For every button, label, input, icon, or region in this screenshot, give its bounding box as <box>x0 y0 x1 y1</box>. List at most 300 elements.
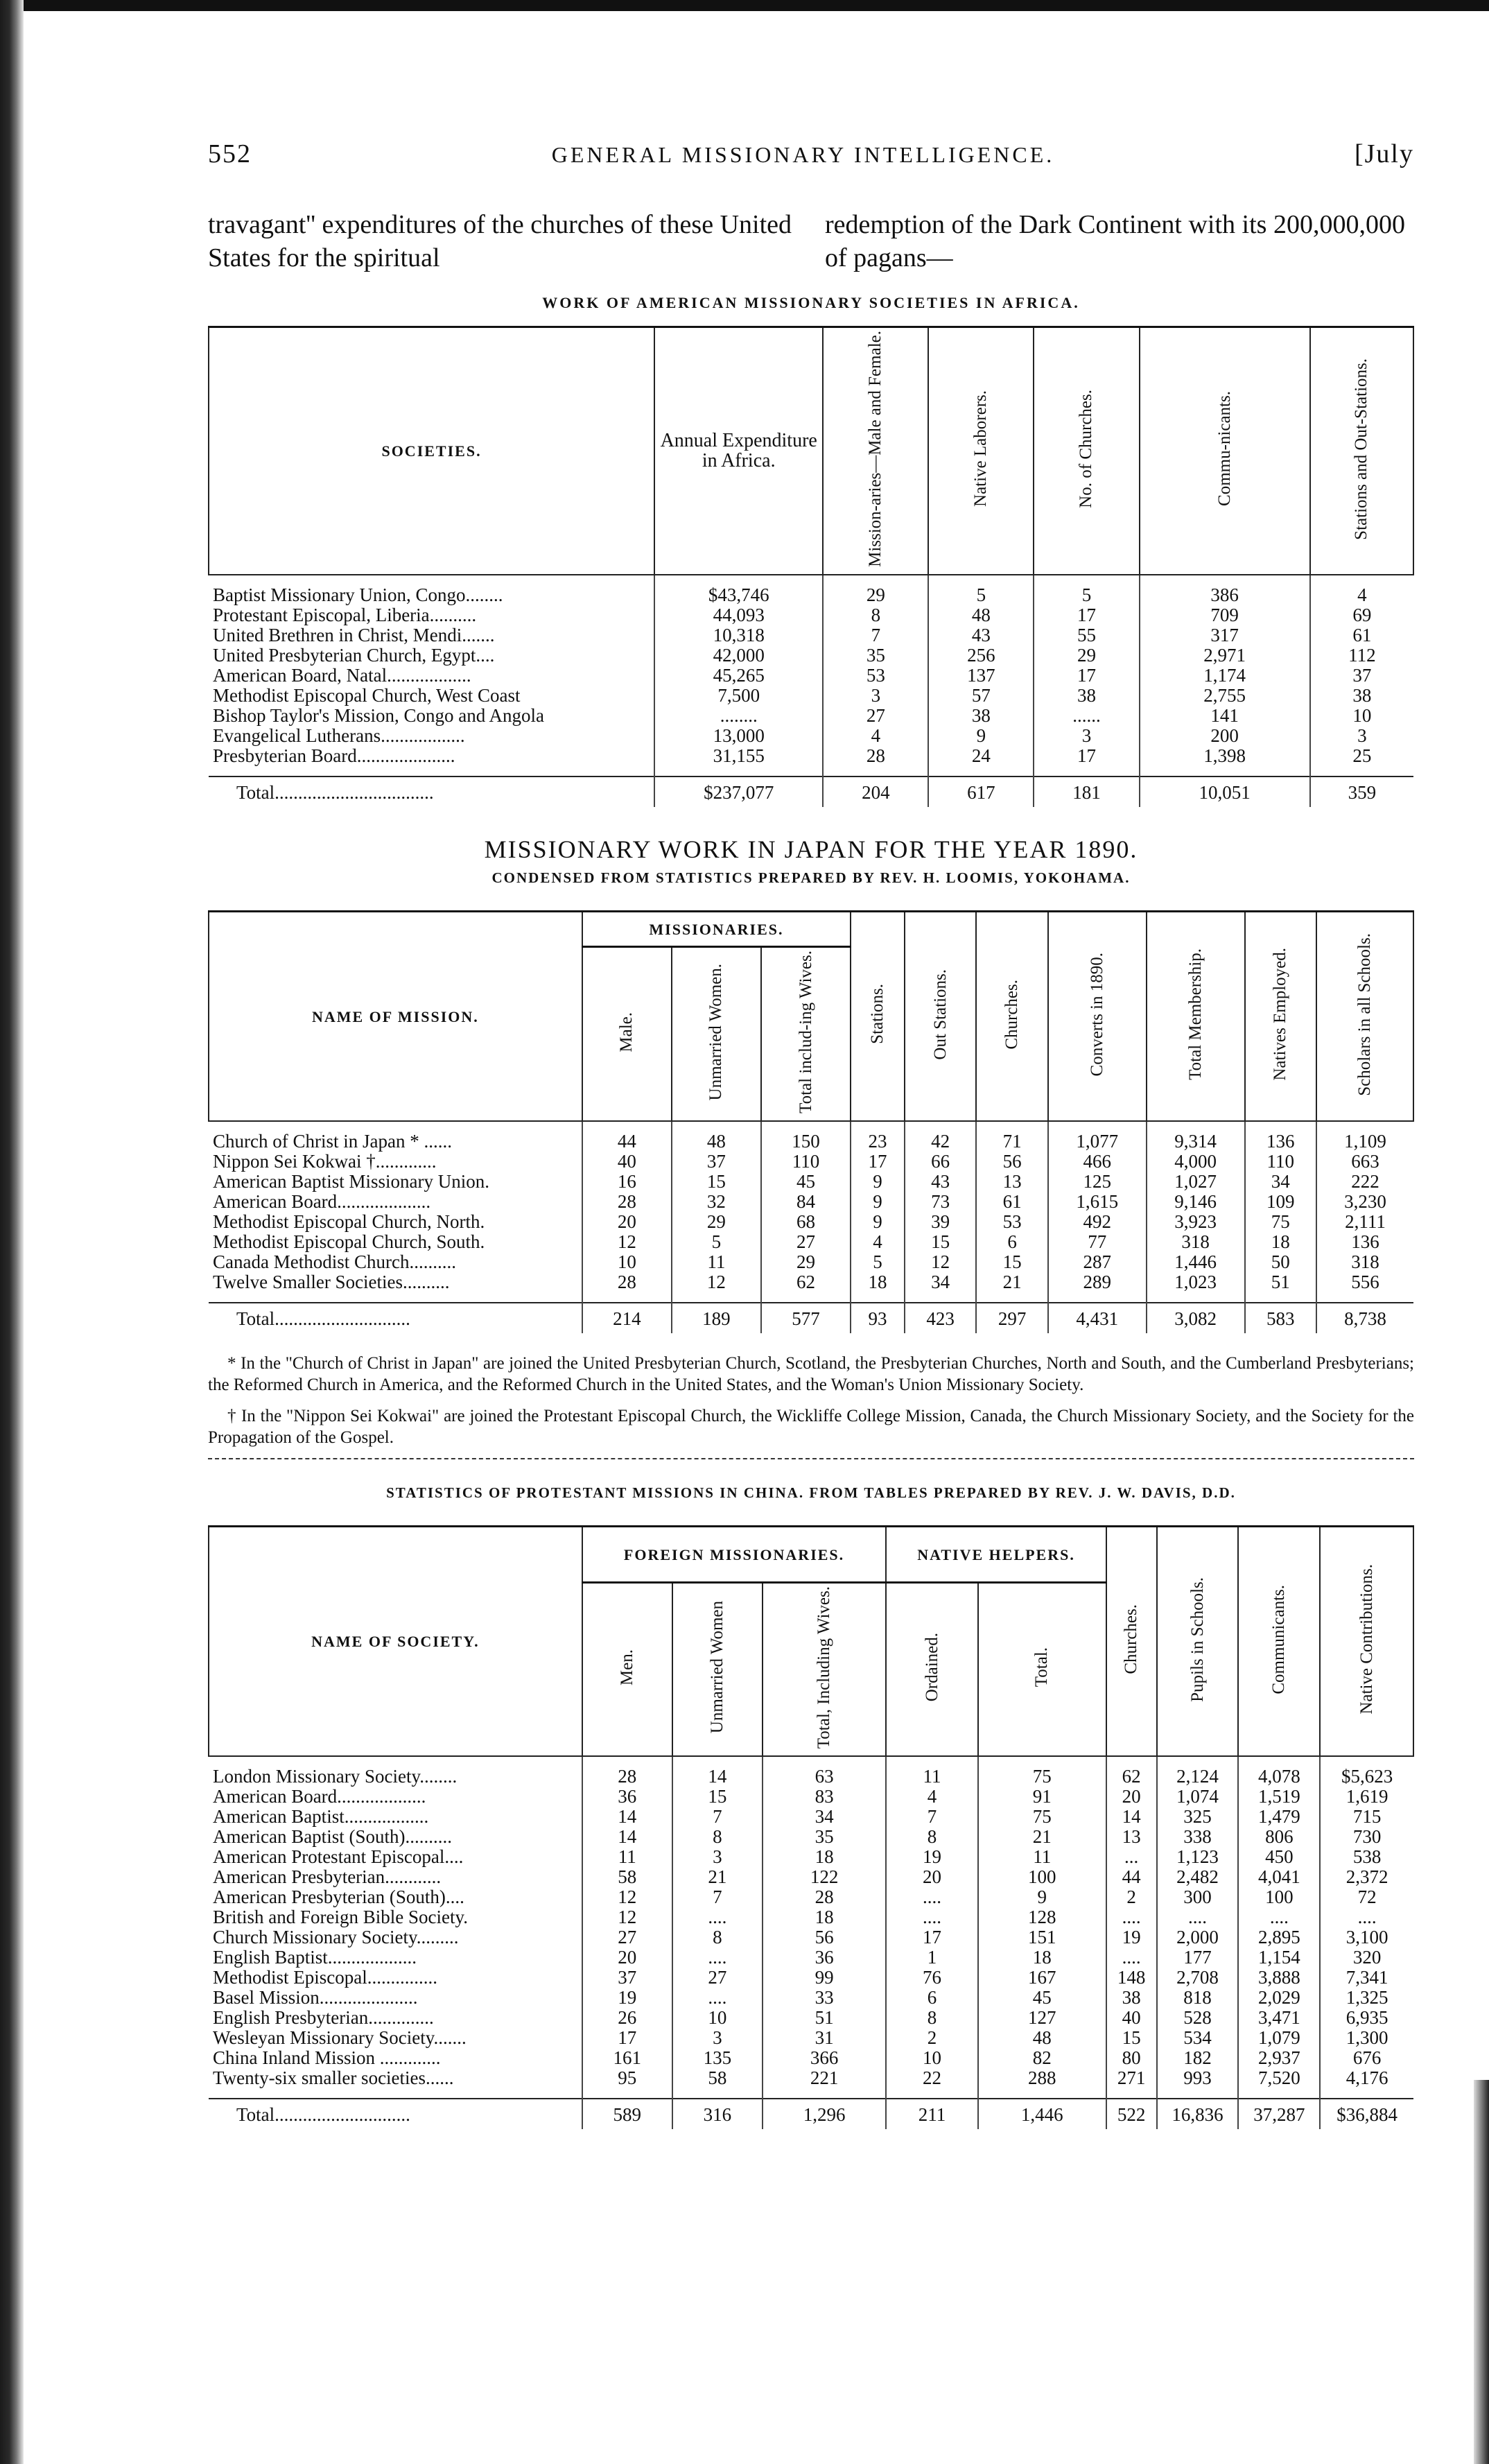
japan-table-row <box>209 1272 1413 1303</box>
china-cell: 95 <box>582 2068 672 2099</box>
africa-cell: 45,265 <box>654 666 823 686</box>
china-header-ordained: Ordained. <box>886 1582 977 1756</box>
africa-table-row <box>209 686 1413 706</box>
china-table-row <box>209 2068 1413 2099</box>
china-cell: 2,124 <box>1157 1756 1239 1787</box>
japan-table-row <box>209 1192 1413 1212</box>
china-cell: 15 <box>672 1787 763 1807</box>
japan-cell: 27 <box>761 1232 851 1252</box>
china-row-name: Methodist Episcopal............... <box>213 1967 437 1988</box>
japan-cell: 34 <box>905 1272 976 1303</box>
china-total-cell: 16,836 <box>1157 2099 1239 2129</box>
china-cell: 2 <box>1106 1887 1157 1907</box>
china-cell: 45 <box>978 1988 1106 2008</box>
japan-table-title: MISSIONARY WORK IN JAPAN FOR THE YEAR 1890. <box>484 835 1138 863</box>
africa-cell: 37 <box>1310 666 1413 686</box>
japan-cell: 6 <box>976 1232 1047 1252</box>
china-table-title: STATISTICS OF PROTESTANT MISSIONS IN CHINA. FROM TABLES PREPARED BY REV. J. W. DAVIS, D.D. <box>386 1484 1236 1501</box>
china-cell: 167 <box>978 1968 1106 1988</box>
china-cell: 63 <box>763 1756 886 1787</box>
japan-cell: 28 <box>582 1192 672 1212</box>
china-cell: 26 <box>582 2008 672 2028</box>
intro-text <box>208 208 1414 275</box>
china-table-row <box>209 2008 1413 2028</box>
japan-cell: 4,000 <box>1147 1152 1245 1172</box>
china-header-row-1 <box>209 1526 1413 1582</box>
africa-total-cell: 181 <box>1034 776 1139 807</box>
section-divider <box>208 1458 1414 1459</box>
africa-cell: 112 <box>1310 645 1413 666</box>
china-cell: 83 <box>763 1787 886 1807</box>
africa-cell: 38 <box>1310 686 1413 706</box>
china-cell: 528 <box>1157 2008 1239 2028</box>
japan-total-cell: 577 <box>761 1303 851 1333</box>
china-cell: 80 <box>1106 2048 1157 2068</box>
china-cell: 806 <box>1238 1827 1320 1847</box>
china-cell: 37 <box>582 1968 672 1988</box>
china-cell: 534 <box>1157 2028 1239 2048</box>
intro-left-column: travagant'' expenditures of the churches of these United States for the spiritual <box>208 210 792 272</box>
africa-table-row <box>209 726 1413 746</box>
japan-cell: 222 <box>1316 1172 1413 1192</box>
africa-cell: 27 <box>823 706 928 726</box>
china-cell: 99 <box>763 1968 886 1988</box>
china-row-name: American Baptist (South).......... <box>213 1826 452 1848</box>
japan-total-cell: 583 <box>1245 1303 1316 1333</box>
africa-cell: 10,318 <box>654 625 823 645</box>
china-total-label: Total............................. <box>209 2099 582 2129</box>
japan-cell: 37 <box>672 1152 761 1172</box>
africa-cell: 61 <box>1310 625 1413 645</box>
japan-table-row <box>209 1152 1413 1172</box>
scan-edge-top <box>0 0 1489 11</box>
japan-cell: 150 <box>761 1121 851 1152</box>
china-row-name: Twenty-six smaller societies...... <box>213 2067 454 2089</box>
japan-cell: 1,615 <box>1048 1192 1147 1212</box>
japan-cell: 9,146 <box>1147 1192 1245 1212</box>
china-cell: 1,079 <box>1238 2028 1320 2048</box>
africa-cell: 5 <box>1034 575 1139 605</box>
africa-cell: 25 <box>1310 746 1413 776</box>
china-header-name: NAME OF SOCIETY. <box>209 1526 582 1756</box>
china-row-name: English Baptist................... <box>213 1947 417 1968</box>
japan-row-name: American Baptist Missionary Union. <box>213 1170 489 1192</box>
africa-total-row <box>209 776 1413 807</box>
china-row-name: American Baptist.................. <box>213 1806 429 1828</box>
china-cell: 8 <box>886 1827 977 1847</box>
japan-table-row <box>209 1172 1413 1192</box>
china-cell: 1,074 <box>1157 1787 1239 1807</box>
china-cell: .... <box>1238 1907 1320 1927</box>
china-cell: 2 <box>886 2028 977 2048</box>
japan-cell: 77 <box>1048 1232 1147 1252</box>
china-cell: 28 <box>582 1756 672 1787</box>
japan-cell: 136 <box>1245 1121 1316 1152</box>
africa-row-name: American Board, Natal.................. <box>213 664 471 686</box>
japan-header-natives-employed: Natives Employed. <box>1245 911 1316 1120</box>
china-header-pupils: Pupils in Schools. <box>1157 1526 1239 1756</box>
japan-cell: 15 <box>905 1232 976 1252</box>
africa-table-row <box>209 605 1413 625</box>
japan-cell: 12 <box>672 1272 761 1303</box>
china-cell: 7 <box>886 1807 977 1827</box>
africa-cell: ...... <box>1034 706 1139 726</box>
japan-cell: 18 <box>851 1272 905 1303</box>
china-cell: 18 <box>978 1947 1106 1968</box>
japan-total-cell: 4,431 <box>1048 1303 1147 1333</box>
japan-header-unmarried: Unmarried Women. <box>672 946 761 1120</box>
china-cell: 1,123 <box>1157 1847 1239 1867</box>
africa-header-expenditure: Annual Expenditure in Africa. <box>654 327 823 575</box>
japan-total-cell: 3,082 <box>1147 1303 1245 1333</box>
china-cell: 538 <box>1320 1847 1413 1867</box>
japan-cell: 1,077 <box>1048 1121 1147 1152</box>
china-header-foreign-group: FOREIGN MISSIONARIES. <box>582 1526 887 1582</box>
china-cell: 82 <box>978 2048 1106 2068</box>
japan-footnotes <box>208 1353 1414 1448</box>
china-row-name: English Presbyterian.............. <box>213 2007 434 2029</box>
china-cell: 3,471 <box>1238 2008 1320 2028</box>
africa-row-name: Presbyterian Board..................... <box>213 745 455 766</box>
china-cell: 35 <box>763 1827 886 1847</box>
china-cell: 58 <box>672 2068 763 2099</box>
japan-cell: 2,111 <box>1316 1212 1413 1232</box>
japan-cell: 75 <box>1245 1212 1316 1232</box>
japan-cell: 9,314 <box>1147 1121 1245 1152</box>
japan-total-row <box>209 1303 1413 1333</box>
china-cell: 127 <box>978 2008 1106 2028</box>
japan-row-name: Methodist Episcopal Church, North. <box>213 1211 485 1232</box>
china-row-name: Basel Mission..................... <box>213 1987 418 2008</box>
africa-row-name: Evangelical Lutherans.................. <box>213 725 465 746</box>
africa-table <box>208 326 1414 807</box>
china-cell: 2,482 <box>1157 1867 1239 1887</box>
china-cell: 36 <box>582 1787 672 1807</box>
china-table-row <box>209 1927 1413 1947</box>
japan-table-subtitle: CONDENSED FROM STATISTICS PREPARED BY REV. H. LOOMIS, YOKOHAMA. <box>491 869 1131 886</box>
japan-cell: 53 <box>976 1212 1047 1232</box>
africa-header-churches: No. of Churches. <box>1034 327 1139 575</box>
china-cell: 76 <box>886 1968 977 1988</box>
japan-header-churches: Churches. <box>976 911 1047 1120</box>
africa-table-row <box>209 625 1413 645</box>
africa-cell: 137 <box>928 666 1034 686</box>
africa-cell: 29 <box>1034 645 1139 666</box>
china-cell: 17 <box>886 1927 977 1947</box>
japan-cell: 29 <box>672 1212 761 1232</box>
china-total-cell: 1,446 <box>978 2099 1106 2129</box>
japan-header-male: Male. <box>582 946 672 1120</box>
china-cell: 1 <box>886 1947 977 1968</box>
japan-total-cell: 93 <box>851 1303 905 1333</box>
china-table <box>208 1525 1414 2129</box>
japan-cell: 492 <box>1048 1212 1147 1232</box>
china-cell: 19 <box>886 1847 977 1867</box>
china-row-name: American Presbyterian (South).... <box>213 1886 464 1908</box>
china-cell: 34 <box>763 1807 886 1827</box>
africa-cell: 8 <box>823 605 928 625</box>
japan-cell: 61 <box>976 1192 1047 1212</box>
africa-cell: $43,746 <box>654 575 823 605</box>
africa-cell: 69 <box>1310 605 1413 625</box>
china-cell: 14 <box>582 1807 672 1827</box>
china-cell: 338 <box>1157 1827 1239 1847</box>
africa-header-stations: Stations and Out-Stations. <box>1310 327 1413 575</box>
china-table-row <box>209 1947 1413 1968</box>
africa-table-title: WORK OF AMERICAN MISSIONARY SOCIETIES IN AFRICA. <box>542 294 1080 311</box>
africa-cell: 3 <box>1034 726 1139 746</box>
japan-cell: 56 <box>976 1152 1047 1172</box>
japan-header-scholars: Scholars in all Schools. <box>1316 911 1413 1120</box>
china-cell: 11 <box>978 1847 1106 1867</box>
japan-cell: 42 <box>905 1121 976 1152</box>
china-header-native-group: NATIVE HELPERS. <box>886 1526 1106 1582</box>
africa-table-row <box>209 746 1413 776</box>
china-cell: 2,937 <box>1238 2048 1320 2068</box>
japan-cell: 1,023 <box>1147 1272 1245 1303</box>
japan-header-out-stations: Out Stations. <box>905 911 976 1120</box>
china-cell: 48 <box>978 2028 1106 2048</box>
japan-row-name: Twelve Smaller Societies.......... <box>213 1271 450 1292</box>
china-cell: ... <box>1106 1847 1157 1867</box>
japan-cell: 12 <box>582 1232 672 1252</box>
china-table-row <box>209 1867 1413 1887</box>
china-table-row <box>209 1756 1413 1787</box>
japan-table-row <box>209 1212 1413 1232</box>
china-cell: 7 <box>672 1887 763 1907</box>
japan-row-name: Canada Methodist Church.......... <box>213 1251 456 1272</box>
china-row-name: Wesleyan Missionary Society....... <box>213 2027 467 2049</box>
china-cell: 72 <box>1320 1887 1413 1907</box>
africa-cell: 24 <box>928 746 1034 776</box>
japan-cell: 15 <box>672 1172 761 1192</box>
africa-row-name: Baptist Missionary Union, Congo........ <box>213 584 503 605</box>
china-header-churches: Churches. <box>1106 1526 1157 1756</box>
china-cell: 1,479 <box>1238 1807 1320 1827</box>
japan-table-row <box>209 1252 1413 1272</box>
china-table-row <box>209 1887 1413 1907</box>
china-row-name: American Board................... <box>213 1786 426 1807</box>
japan-cell: 110 <box>761 1152 851 1172</box>
china-cell: 4,078 <box>1238 1756 1320 1787</box>
china-row-name: American Protestant Episcopal.... <box>213 1846 464 1868</box>
china-cell: 2,000 <box>1157 1927 1239 1947</box>
japan-total-cell: 297 <box>976 1303 1047 1333</box>
japan-cell: 51 <box>1245 1272 1316 1303</box>
china-cell: 20 <box>886 1867 977 1887</box>
china-cell: 676 <box>1320 2048 1413 2068</box>
japan-header-name: NAME OF MISSION. <box>209 911 582 1120</box>
china-row-name: London Missionary Society........ <box>213 1766 458 1787</box>
japan-header-converts: Converts in 1890. <box>1048 911 1147 1120</box>
china-table-row <box>209 2028 1413 2048</box>
china-total-cell: 522 <box>1106 2099 1157 2129</box>
china-cell: 91 <box>978 1787 1106 1807</box>
japan-row-name: American Board.................... <box>213 1190 431 1212</box>
japan-cell: 62 <box>761 1272 851 1303</box>
china-cell: 715 <box>1320 1807 1413 1827</box>
china-cell: 151 <box>978 1927 1106 1947</box>
africa-cell: 13,000 <box>654 726 823 746</box>
china-cell: 1,519 <box>1238 1787 1320 1807</box>
africa-table-row <box>209 666 1413 686</box>
china-cell: 182 <box>1157 2048 1239 2068</box>
africa-cell: 29 <box>823 575 928 605</box>
africa-cell: 38 <box>928 706 1034 726</box>
china-cell: 366 <box>763 2048 886 2068</box>
africa-cell: 35 <box>823 645 928 666</box>
china-total-cell: $36,884 <box>1320 2099 1413 2129</box>
china-cell: 11 <box>582 1847 672 1867</box>
japan-row-name: Church of Christ in Japan * ...... <box>213 1130 452 1152</box>
japan-cell: 13 <box>976 1172 1047 1192</box>
africa-cell: 7,500 <box>654 686 823 706</box>
china-cell: 51 <box>763 2008 886 2028</box>
japan-cell: 3,230 <box>1316 1192 1413 1212</box>
china-row-name: American Presbyterian............ <box>213 1866 442 1888</box>
china-cell: 22 <box>886 2068 977 2099</box>
africa-row-name: United Presbyterian Church, Egypt.... <box>213 644 495 666</box>
japan-cell: 45 <box>761 1172 851 1192</box>
japan-total-cell: 423 <box>905 1303 976 1333</box>
china-table-row <box>209 1807 1413 1827</box>
china-cell: 18 <box>763 1847 886 1867</box>
africa-total-cell: 10,051 <box>1140 776 1310 807</box>
china-cell: 62 <box>1106 1756 1157 1787</box>
china-cell: 19 <box>1106 1927 1157 1947</box>
africa-cell: 55 <box>1034 625 1139 645</box>
africa-row-name: Protestant Episcopal, Liberia.......... <box>213 604 477 625</box>
japan-header-missionaries-group: MISSIONARIES. <box>582 911 851 946</box>
japan-cell: 9 <box>851 1212 905 1232</box>
japan-cell: 289 <box>1048 1272 1147 1303</box>
china-cell: 148 <box>1106 1968 1157 1988</box>
africa-cell: 256 <box>928 645 1034 666</box>
china-table-row <box>209 2048 1413 2068</box>
china-cell: 7,520 <box>1238 2068 1320 2099</box>
page <box>208 139 1414 2427</box>
china-header-native-total: Total. <box>978 1582 1106 1756</box>
china-cell: 28 <box>763 1887 886 1907</box>
china-cell: 20 <box>582 1947 672 1968</box>
intro-right-column: redemption of the Dark Continent with its 200,000,000 of pagans— <box>825 210 1405 272</box>
africa-cell: 1,398 <box>1140 746 1310 776</box>
china-cell: .... <box>886 1887 977 1907</box>
china-cell: 12 <box>582 1907 672 1927</box>
china-cell: 1,325 <box>1320 1988 1413 2008</box>
africa-total-cell: 204 <box>823 776 928 807</box>
china-cell: .... <box>672 1947 763 1968</box>
japan-cell: 10 <box>582 1252 672 1272</box>
africa-cell: 5 <box>928 575 1034 605</box>
china-table-row <box>209 1907 1413 1927</box>
africa-cell: 44,093 <box>654 605 823 625</box>
africa-total-label: Total.................................. <box>209 776 654 807</box>
china-cell: 288 <box>978 2068 1106 2099</box>
japan-cell: 71 <box>976 1121 1047 1152</box>
china-header-men: Men. <box>582 1582 672 1756</box>
china-table-row <box>209 1787 1413 1807</box>
japan-table-row <box>209 1121 1413 1152</box>
china-cell: 100 <box>978 1867 1106 1887</box>
japan-header-stations: Stations. <box>851 911 905 1120</box>
japan-cell: 21 <box>976 1272 1047 1303</box>
japan-cell: 9 <box>851 1192 905 1212</box>
china-cell: 33 <box>763 1988 886 2008</box>
japan-cell: 12 <box>905 1252 976 1272</box>
china-cell: 20 <box>1106 1787 1157 1807</box>
africa-cell: 17 <box>1034 605 1139 625</box>
japan-row-name: Methodist Episcopal Church, South. <box>213 1231 485 1252</box>
china-cell: 4,176 <box>1320 2068 1413 2099</box>
japan-total-cell: 8,738 <box>1316 1303 1413 1333</box>
africa-cell: 200 <box>1140 726 1310 746</box>
japan-header-total-wives: Total includ-ing Wives. <box>761 946 851 1120</box>
china-cell: 3,888 <box>1238 1968 1320 1988</box>
china-total-cell: 37,287 <box>1238 2099 1320 2129</box>
china-cell: 3 <box>672 1847 763 1867</box>
china-cell: $5,623 <box>1320 1756 1413 1787</box>
china-cell: 14 <box>1106 1807 1157 1827</box>
africa-total-cell: 617 <box>928 776 1034 807</box>
japan-cell: 11 <box>672 1252 761 1272</box>
africa-cell: 9 <box>928 726 1034 746</box>
china-cell: .... <box>672 1988 763 2008</box>
running-title: GENERAL MISSIONARY INTELLIGENCE. <box>551 142 1055 167</box>
china-table-row <box>209 1968 1413 1988</box>
china-cell: 730 <box>1320 1827 1413 1847</box>
china-cell: 2,372 <box>1320 1867 1413 1887</box>
china-cell: 12 <box>582 1887 672 1907</box>
africa-cell: 2,971 <box>1140 645 1310 666</box>
china-total-cell: 1,296 <box>763 2099 886 2129</box>
africa-cell: 10 <box>1310 706 1413 726</box>
japan-cell: 17 <box>851 1152 905 1172</box>
page-number: 552 <box>208 139 252 168</box>
africa-row-name: United Brethren in Christ, Mendi....... <box>213 624 495 645</box>
africa-cell: 42,000 <box>654 645 823 666</box>
africa-cell: 43 <box>928 625 1034 645</box>
japan-cell: 43 <box>905 1172 976 1192</box>
china-cell: 8 <box>672 1827 763 1847</box>
africa-cell: 4 <box>1310 575 1413 605</box>
china-header-contributions: Native Contributions. <box>1320 1526 1413 1756</box>
japan-cell: 5 <box>672 1232 761 1252</box>
japan-cell: 318 <box>1147 1232 1245 1252</box>
china-cell: 1,154 <box>1238 1947 1320 1968</box>
japan-cell: 23 <box>851 1121 905 1152</box>
africa-total-cell: 359 <box>1310 776 1413 807</box>
japan-cell: 556 <box>1316 1272 1413 1303</box>
japan-cell: 663 <box>1316 1152 1413 1172</box>
china-cell: 11 <box>886 1756 977 1787</box>
africa-table-row <box>209 706 1413 726</box>
africa-cell: 709 <box>1140 605 1310 625</box>
japan-cell: 3,923 <box>1147 1212 1245 1232</box>
china-cell: 818 <box>1157 1988 1239 2008</box>
china-total-cell: 589 <box>582 2099 672 2129</box>
japan-cell: 18 <box>1245 1232 1316 1252</box>
china-row-name: China Inland Mission ............. <box>213 2047 441 2069</box>
china-cell: 56 <box>763 1927 886 1947</box>
china-cell: 6,935 <box>1320 2008 1413 2028</box>
china-cell: .... <box>886 1907 977 1927</box>
japan-cell: 84 <box>761 1192 851 1212</box>
africa-cell: 17 <box>1034 666 1139 686</box>
africa-cell: 7 <box>823 625 928 645</box>
china-cell: 320 <box>1320 1947 1413 1968</box>
japan-cell: 32 <box>672 1192 761 1212</box>
